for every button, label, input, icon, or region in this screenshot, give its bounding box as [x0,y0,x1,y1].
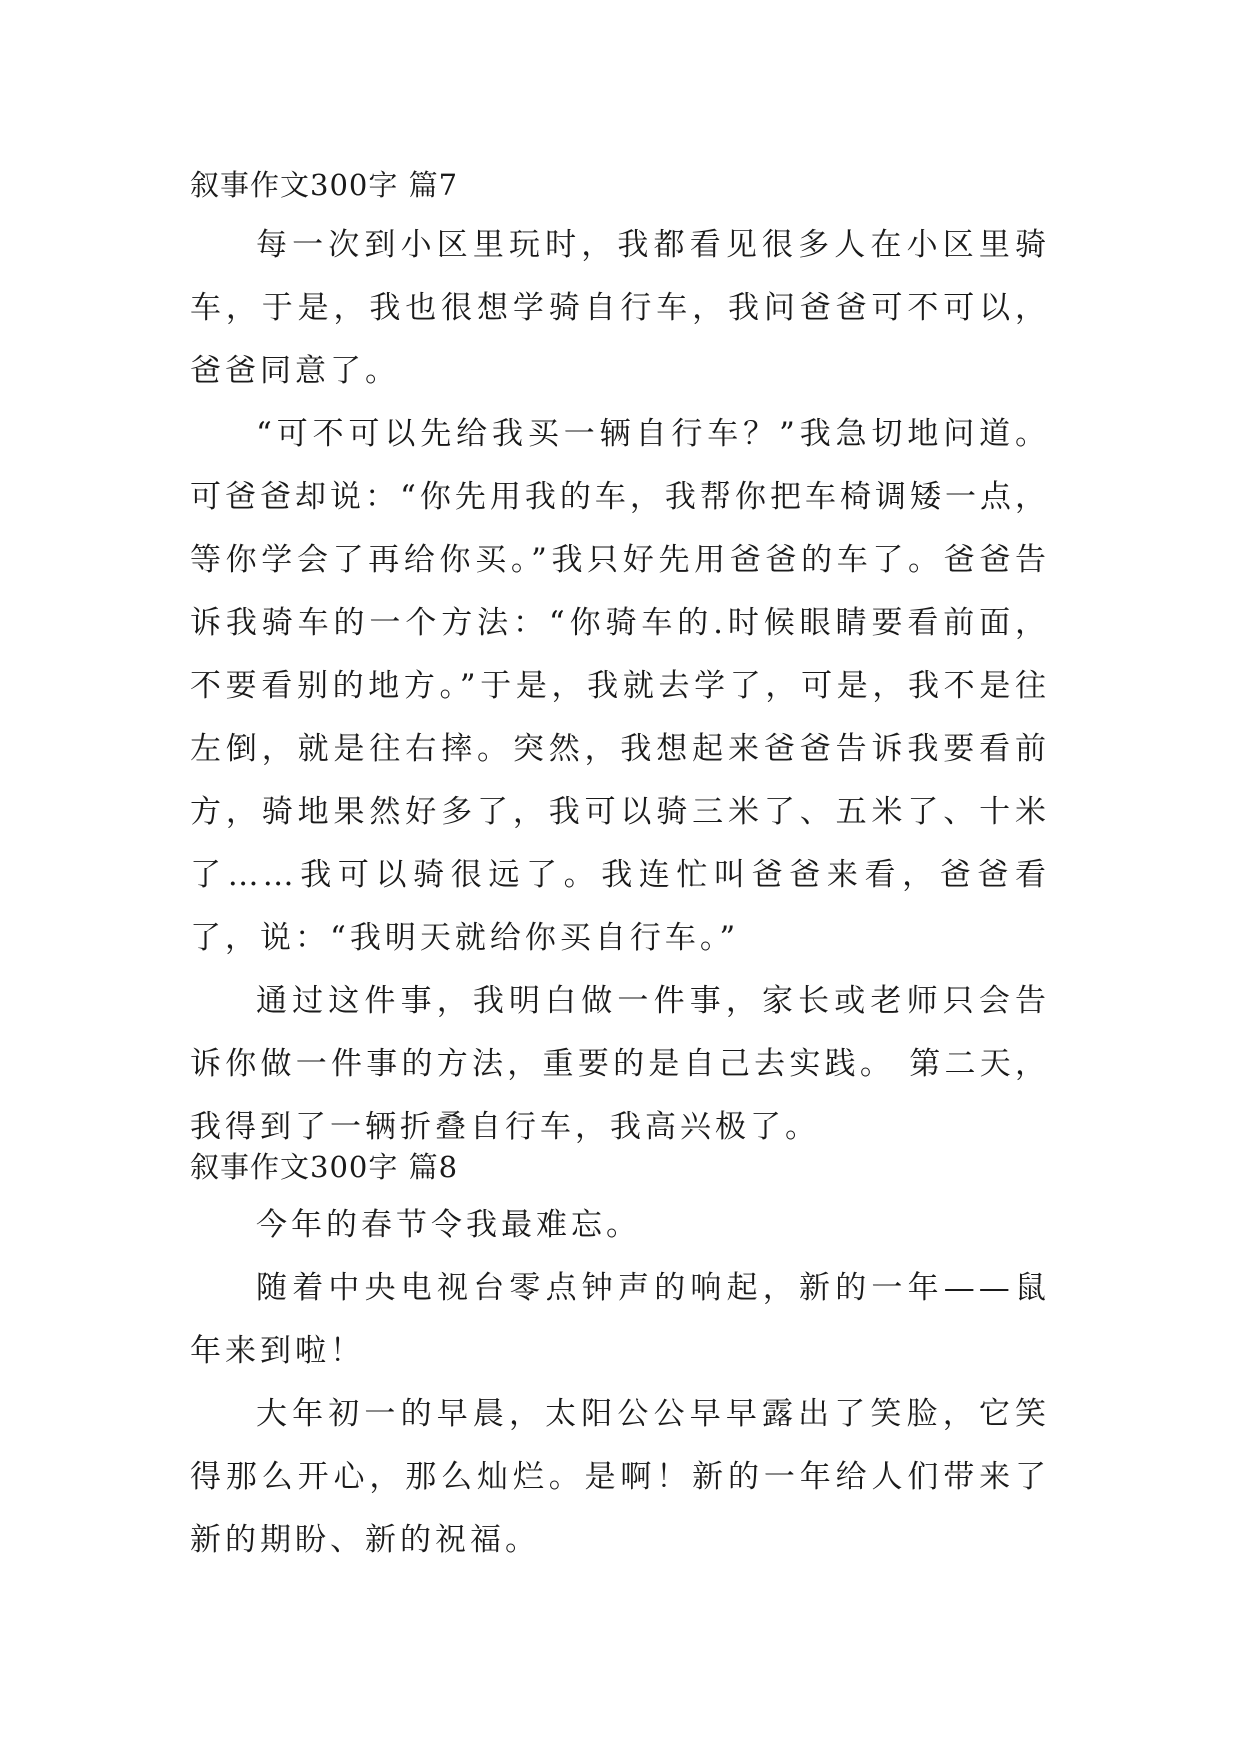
essay-section-7 [190,168,1050,1159]
essay-body [190,214,1050,1159]
essay-paragraph: 通过这件事，我明白做一件事，家长或老师只会告诉你做一件事的方法，重要的是自己去实践。 第二天，我得到了一辆折叠自行车，我高兴极了。 [190,983,1050,1145]
essay-paragraph: 今年的春节令我最难忘。 [256,1207,641,1243]
essay-paragraph: “可不可以先给我买一辆自行车？”我急切地问道。可爸爸却说：“你先用我的车，我帮你把车椅调矮一点，等你学会了再给你买。”我只好先用爸爸的车了。爸爸告诉我骑车的一个方法：“你骑车的.时候眼睛要看前面，不要看别的地方。”于是，我就去学了，可是，我不是往左倒，就是往右摔。突然，我想起来爸爸告诉我要看前方，骑地果然好多了，我可以骑三米了、五米了、十米了……我可以骑很远了。我连忙叫爸爸来看，爸爸看了，说：“我明天就给你买自行车。” [190,416,1050,956]
essay-title: 叙事作文300字 篇7 [190,168,459,202]
essay-body [190,1194,1050,1572]
essay-paragraph: 大年初一的早晨，太阳公公早早露出了笑脸，它笑得那么开心，那么灿烂。是啊！新的一年给人们带来了新的期盼、新的祝福。 [190,1396,1050,1558]
essay-section-8 [190,1150,1050,1572]
essay-paragraph: 每一次到小区里玩时，我都看见很多人在小区里骑车，于是，我也很想学骑自行车，我问爸爸可不可以，爸爸同意了。 [190,227,1050,389]
essay-title: 叙事作文300字 篇8 [190,1150,459,1184]
essay-paragraph: 随着中央电视台零点钟声的响起，新的一年——鼠年来到啦！ [190,1270,1050,1369]
